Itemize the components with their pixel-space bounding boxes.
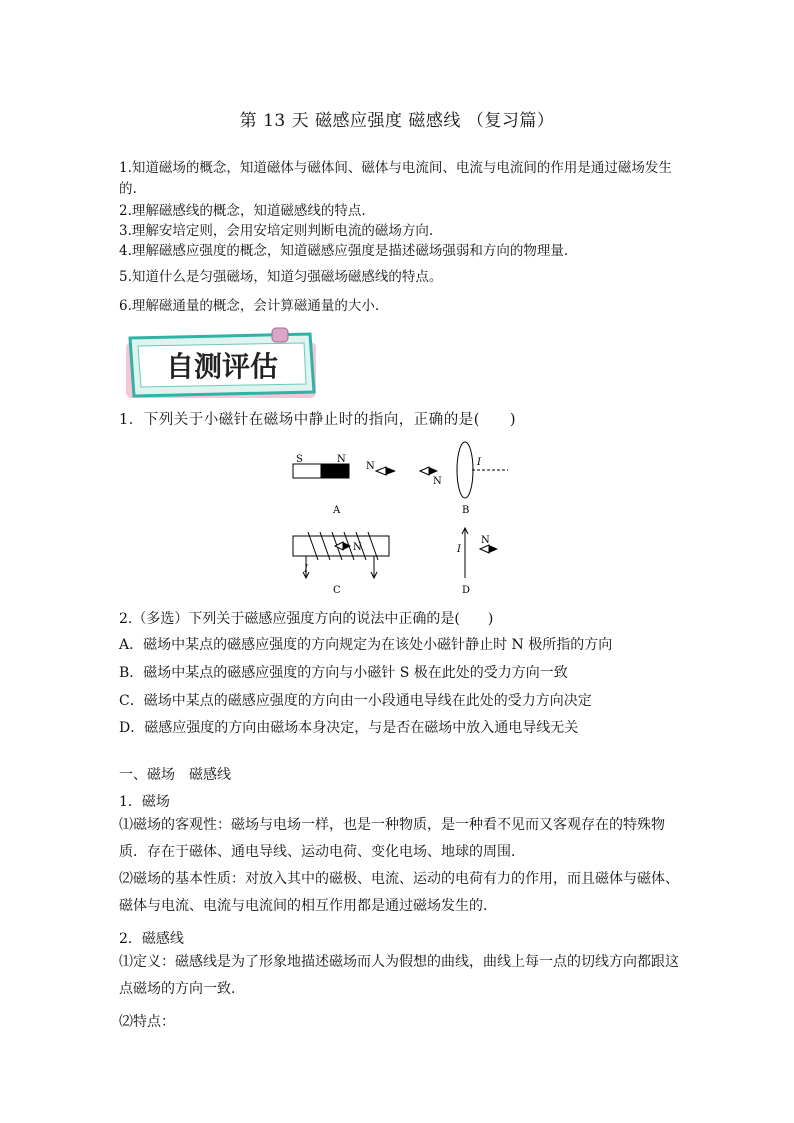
- badge-text: 自测评估: [165, 350, 279, 383]
- q2-option-b: B．磁场中某点的磁感应强度的方向与小磁针 S 极在此处的受力方向一致: [119, 665, 568, 681]
- badge-graphic: [122, 326, 322, 402]
- current-d-label: I: [457, 544, 461, 555]
- review-subheading-2: 2．磁感线: [119, 931, 184, 947]
- section-badge: [122, 326, 322, 402]
- magnet-n-label: N: [337, 454, 346, 465]
- needle-b-black: [429, 467, 438, 475]
- q1-diagram: [280, 438, 520, 598]
- review-paragraph-1: ⑴磁场的客观性：磁场与电场一样，也是一种物质，是一种看不见而又客观存在的特殊物质．存在于磁体、通电导线、运动电荷、变化电场、地球的周围．: [119, 817, 665, 860]
- objective-1: 1.知道磁场的概念，知道磁体与磁体间、磁体与电流间、电流与电流间的作用是通过磁场发生的.: [119, 160, 672, 197]
- review-heading: 一、磁场 磁感线: [119, 767, 231, 783]
- needle-a-white: [376, 467, 386, 475]
- needle-d-white: [480, 545, 489, 553]
- needle-d-n-label: N: [481, 535, 490, 546]
- q2-option-c: C．磁场中某点的磁感应强度的方向由一小段通电导线在此处的受力方向决定: [119, 693, 592, 709]
- needle-b-white: [420, 467, 429, 475]
- needle-c-n-label: N: [353, 542, 362, 553]
- question-2: 2.（多选）下列关于磁感应强度方向的说法中正确的是( ): [119, 611, 494, 627]
- review-paragraph-2: ⑵磁场的基本性质：对放入其中的磁极、电流、运动的电荷有力的作用，而且磁体与磁体、磁体与电流、电流与电流间的相互作用都是通过磁场发生的．: [119, 871, 679, 914]
- review-paragraph-3: ⑴定义：磁感线是为了形象地描述磁场而人为假想的曲线，曲线上每一点的切线方向都跟这点磁场的方向一致．: [119, 954, 679, 997]
- objective-2: 2.理解磁感线的概念，知道磁感线的特点.: [119, 203, 366, 219]
- figure-a: [293, 454, 396, 516]
- figure-b: [420, 442, 508, 516]
- objective-3: 3.理解安培定则，会用安培定则判断电流的磁场方向.: [119, 223, 434, 239]
- bar-magnet-s-half: [293, 464, 321, 478]
- objective-4: 4.理解磁感应强度的概念，知道磁感应强度是描述磁场强弱和方向的物理量.: [119, 243, 569, 259]
- magnet-s-label: S: [296, 454, 303, 465]
- objective-6: 6.理解磁通量的概念，会计算磁通量的大小.: [119, 298, 380, 314]
- label-a: A: [333, 505, 341, 516]
- review-subheading-1: 1．磁场: [119, 794, 170, 810]
- label-b: B: [462, 505, 470, 516]
- page-title: 第 13 天 磁感应强度 磁感线 （复习篇）: [239, 111, 555, 131]
- objective-5: 5.知道什么是匀强磁场，知道匀强磁场磁感线的特点。: [119, 269, 443, 285]
- needle-b-n-label: N: [433, 476, 442, 487]
- label-c: C: [333, 585, 341, 596]
- current-loop: [457, 442, 473, 498]
- label-d: D: [462, 585, 471, 596]
- question-1: 1．下列关于小磁针在磁场中静止时的指向，正确的是( ): [119, 412, 517, 428]
- figure-d: [456, 528, 498, 596]
- paper-clip-icon: [272, 328, 288, 342]
- current-c-label: I: [304, 564, 308, 575]
- bar-magnet-n-half: [321, 464, 349, 478]
- q2-option-d: D．磁感应强度的方向由磁场本身决定，与是否在磁场中放入通电导线无关: [119, 720, 579, 736]
- needle-d-black: [489, 545, 498, 553]
- q2-option-a: A．磁场中某点的磁感应强度的方向规定为在该处小磁针静止时 N 极所指的方向: [119, 637, 613, 653]
- needle-a-n-label: N: [366, 461, 375, 472]
- needle-a-black: [386, 467, 396, 475]
- review-paragraph-4: ⑵特点：: [119, 1014, 175, 1030]
- q1-figure: [280, 438, 520, 598]
- current-b-label: I: [477, 457, 481, 468]
- figure-c: [293, 532, 389, 596]
